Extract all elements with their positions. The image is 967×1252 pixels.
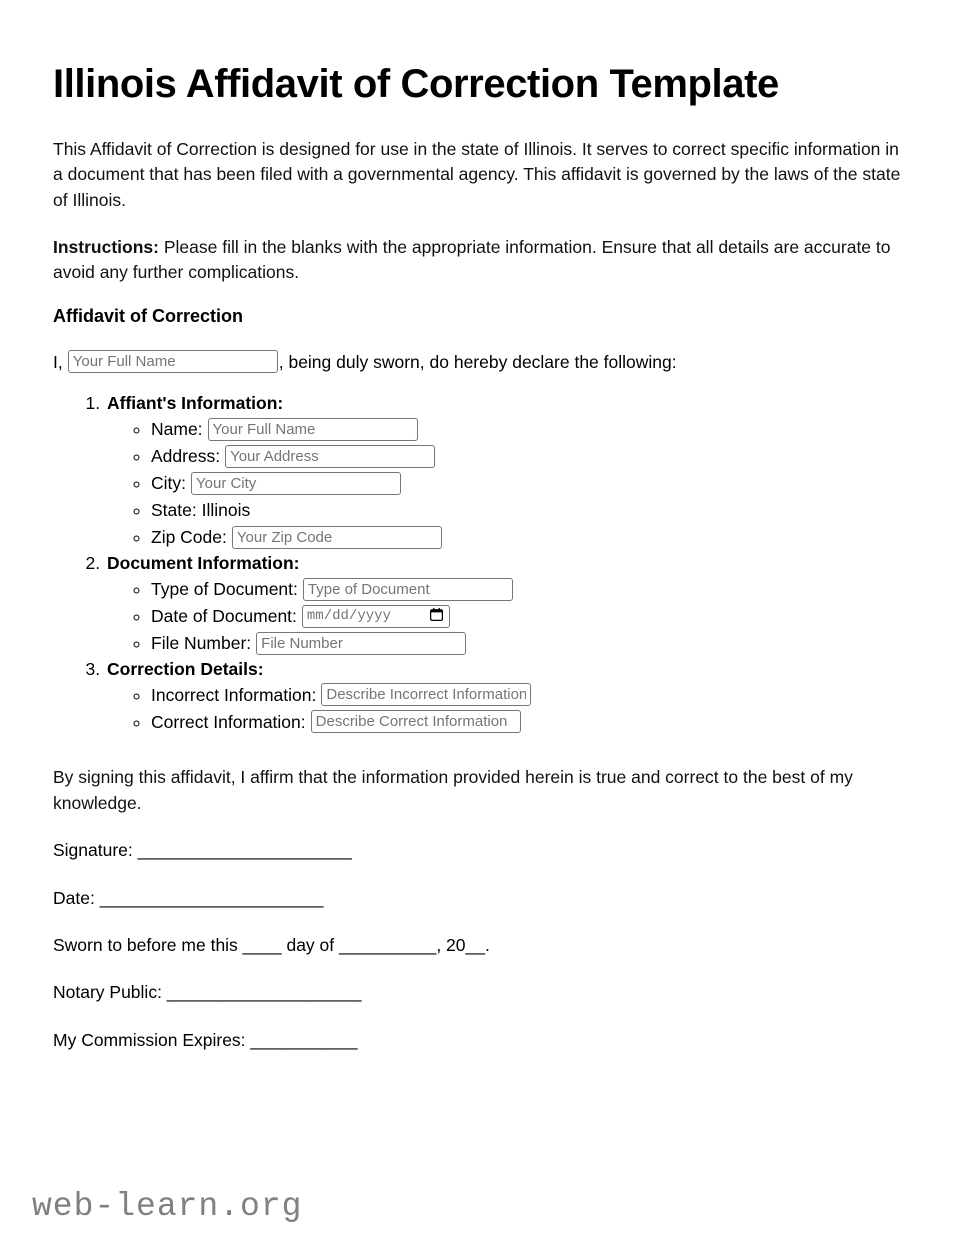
instructions-paragraph [53,235,911,286]
affiant-city-input[interactable] [191,472,401,495]
declaration-lead: I, [53,351,63,372]
affirmation-paragraph: By signing this affidavit, I affirm that the information provided herein is true and correct to the best of my knowledge. [53,767,853,813]
correction-fields-list [107,681,914,735]
list-item-state [151,497,914,524]
correction-section-title: 3. Correction Details: [107,658,264,679]
address-label: ◦ Address: [151,445,221,466]
signature-line: Signature: ______________________ [53,840,352,861]
list-item-city [151,470,914,497]
closing-section [53,765,914,1053]
document-info-section-title: 2. Document Information: [107,552,300,573]
date-input-wrapper [302,605,450,628]
page-title: Illinois Affidavit of Correction Template [53,62,779,106]
site-watermark: web-learn.org [32,1188,303,1225]
document-info-fields-list [107,576,914,657]
type-of-document-label: ◦ Type of Document: [151,578,298,599]
list-item-date-of-document [151,603,914,630]
file-number-label: ◦ File Number: [151,632,252,653]
sworn-statement-line: Sworn to before me this ____ day of __________, 20__. [53,934,490,955]
affiant-address-input[interactable] [225,445,435,468]
file-number-input[interactable] [256,632,466,655]
list-item-name [151,416,914,443]
affidavit-sections-list [53,391,914,736]
affiant-fields-list [107,416,914,551]
list-item-affiant-information [105,391,914,551]
state-label: ◦ State: Illinois [151,499,251,520]
list-item-address [151,443,914,470]
list-item-type-of-document [151,576,914,603]
type-of-document-input[interactable] [303,578,513,601]
instructions-text: Please fill in the blanks with the appropriate information. Ensure that all details are accurate to avoid any further complications. [53,236,891,283]
list-item-file-number [151,630,914,657]
affiant-zip-code-input[interactable] [232,526,442,549]
correct-information-input[interactable] [311,710,521,733]
date-of-document-label: ◦ Date of Document: [151,605,297,626]
city-label: ◦ City: [151,472,186,493]
declaration-line [53,349,914,375]
instructions-label: Instructions: [53,236,159,257]
incorrect-information-input[interactable] [321,683,531,706]
list-item-document-information [105,551,914,657]
intro-paragraph: This Affidavit of Correction is designed for use in the state of Illinois. It serves to correct specific information in a document that has been filed with a governmental agency. This affidavit is governed by the laws of the state of Illinois. [53,138,901,210]
declarant-full-name-input[interactable] [68,350,278,373]
commission-expires-line: My Commission Expires: ___________ [53,1029,358,1050]
zip-code-label: ◦ Zip Code: [151,526,227,547]
correct-information-label: ◦ Correct Information: [151,711,306,732]
affiant-name-input[interactable] [208,418,418,441]
date-line: Date: _______________________ [53,887,324,908]
affiant-section-title: 1. Affiant's Information: [107,392,284,413]
declaration-tail: , being duly sworn, do hereby declare the following: [278,351,677,372]
list-item-zip-code [151,524,914,551]
notary-public-line: Notary Public: ____________________ [53,982,362,1003]
list-item-incorrect-information [151,681,914,708]
list-item-correct-information [151,708,914,735]
date-of-document-input[interactable] [302,605,450,628]
incorrect-information-label: ◦ Incorrect Information: [151,684,317,705]
list-item-correction-details [105,657,914,736]
name-label: ◦ Name: [151,418,203,439]
section-heading-affidavit: Affidavit of Correction [53,305,244,326]
